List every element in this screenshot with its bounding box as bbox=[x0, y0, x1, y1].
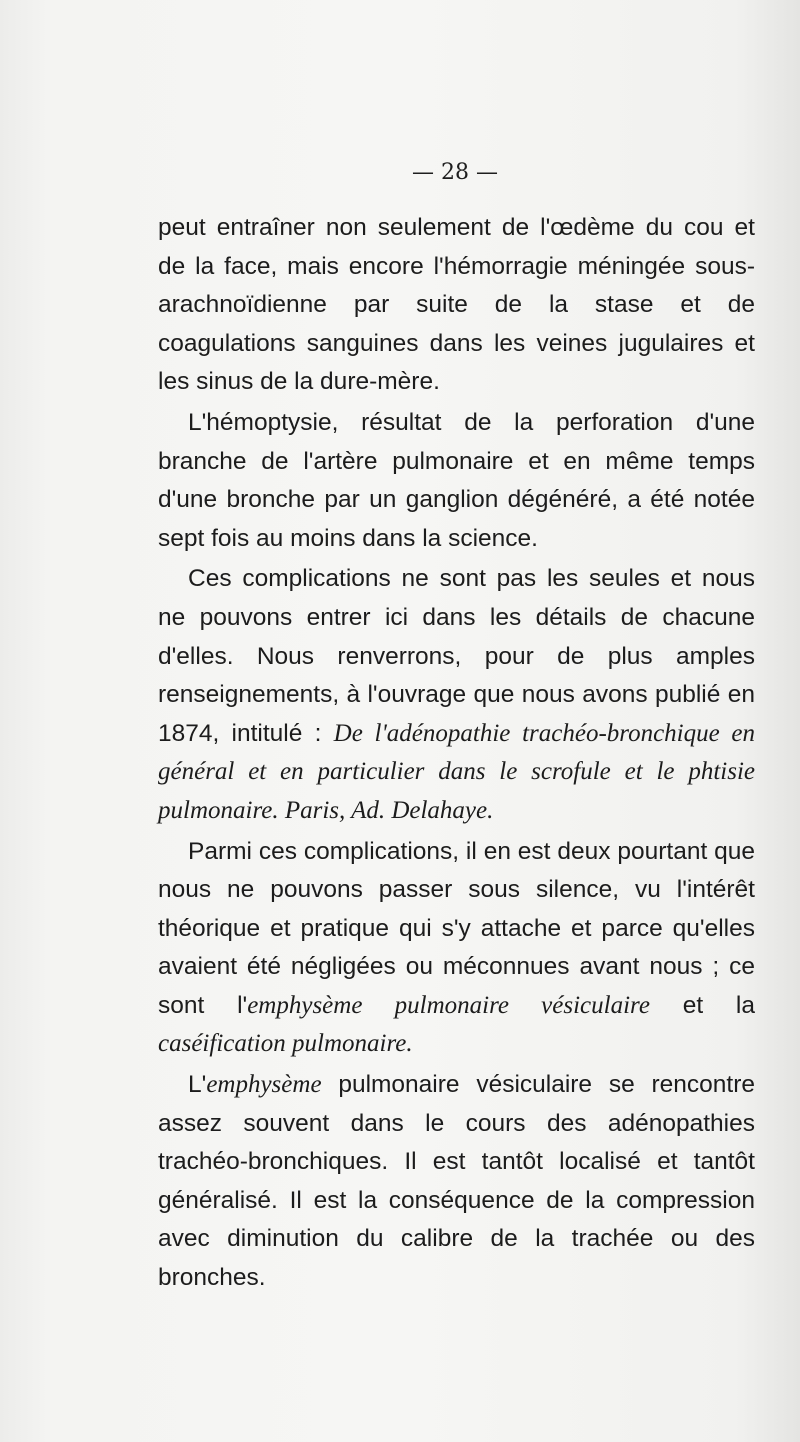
text-run: Ces complications ne sont pas les seules et nous ne pouvons entrer ici dans les détails de chacune d'elles. Nous renverrons, pour de plus amples renseignements, à l'ouvrage que nous avons publié en 1874, intitulé : bbox=[158, 565, 755, 747]
italic-reference: De l'adénopathie trachéo-bronchique en général et en particulier dans le scrofule et le phtisie pulmonaire. Paris, Ad. Delahaye. bbox=[158, 719, 755, 824]
italic-term: emphysème pulmonaire vésiculaire bbox=[247, 991, 650, 1019]
text-run: L' bbox=[188, 1071, 207, 1099]
paragraph-deux-complications bbox=[158, 833, 755, 1065]
text-run: pulmonaire vésiculaire se rencontre assez souvent dans le cours des adénopathies trachéo-bronchiques. Il est tantôt localisé et tantôt généralisé. Il est la conséquence de la compression avec diminution du calibre de la trachée ou des bronches. bbox=[158, 1071, 755, 1292]
paragraph-complications bbox=[158, 560, 755, 830]
text-run: L'hémoptysie, résultat de la perforation d'une branche de l'artère pulmonaire et en même temps d'une bronche par un ganglion dégénéré, a été notée sept fois au moins dans la science. bbox=[158, 408, 755, 552]
text-run: peut entraîner non seulement de l'œdème du cou et de la face, mais encore l'hémorragie méningée sous-arachnoïdienne par suite de la stase et de coagulations sanguines dans les veines jugulaires et les sinus de la dure-mère. bbox=[158, 214, 755, 396]
page-number: — 28 — bbox=[412, 160, 498, 185]
italic-term: caséification pulmonaire. bbox=[158, 1030, 413, 1058]
italic-term: emphysème bbox=[206, 1071, 322, 1099]
paragraph-emphyseme bbox=[158, 1066, 755, 1298]
body-text bbox=[158, 209, 755, 1298]
paragraph-continuation bbox=[158, 209, 755, 402]
paragraph-hemoptysie bbox=[158, 404, 755, 558]
text-run: et la bbox=[649, 991, 755, 1019]
text-run: Parmi ces complications, il en est deux pourtant que nous ne pouvons passer sous silence, vu l'intérêt théorique et pratique qui s'y attache et parce qu'elles avaient été négligées ou méconnues avant nous ; ce sont l' bbox=[158, 837, 755, 1019]
